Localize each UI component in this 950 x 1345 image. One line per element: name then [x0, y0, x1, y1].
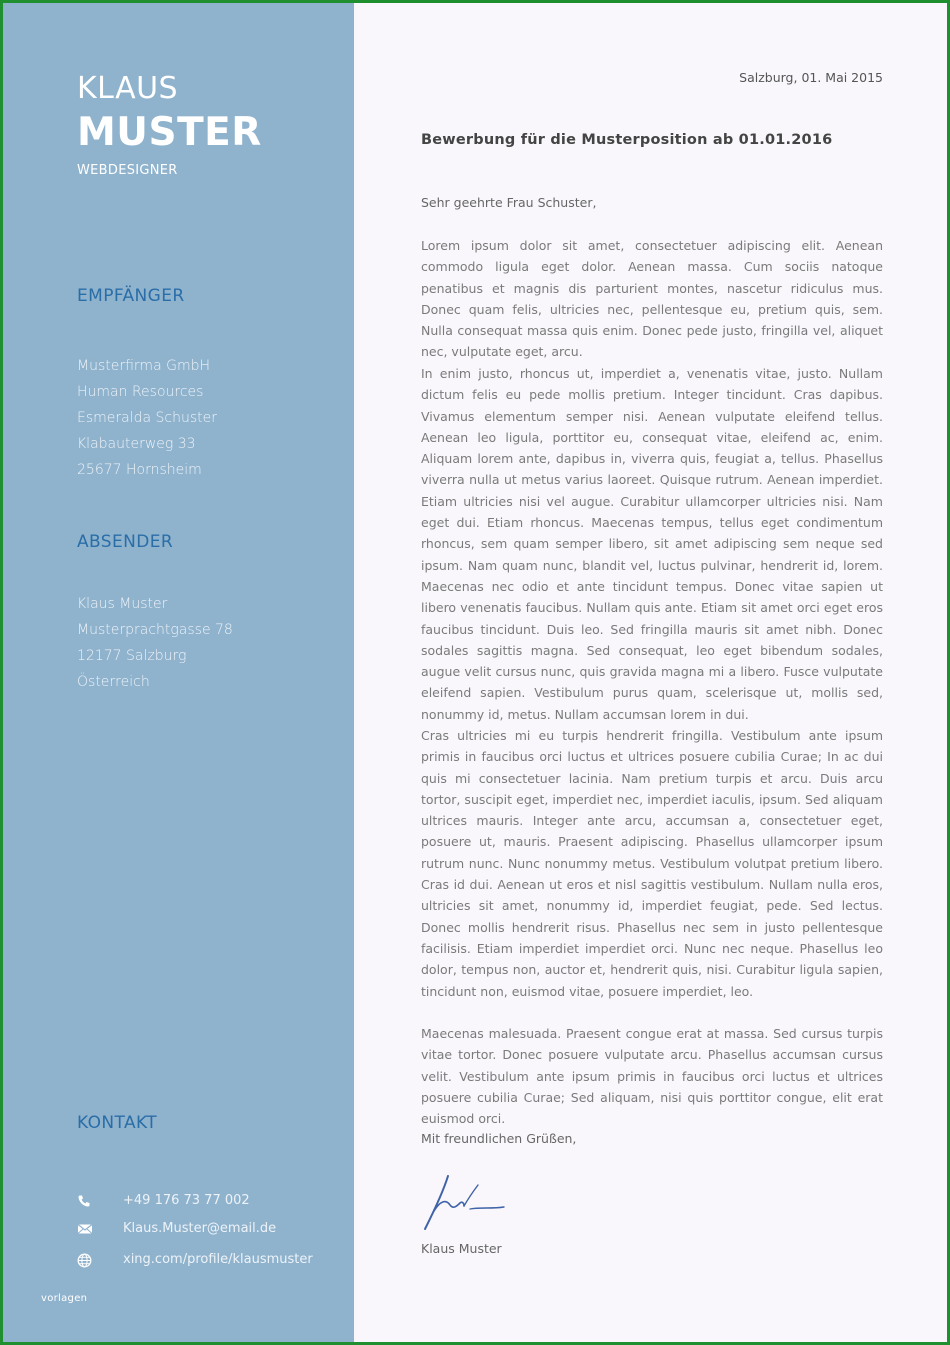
watermark-text: vorlagen	[41, 1293, 88, 1304]
letter-body	[354, 3, 947, 1342]
job-title: WEBDESIGNER	[77, 163, 178, 178]
contact-web	[77, 1251, 313, 1269]
sender-address	[77, 591, 233, 695]
recipient-line: Musterfirma GmbH	[77, 358, 210, 374]
contact-phone	[77, 1192, 250, 1210]
recipient-heading: EMPFÄNGER	[77, 286, 185, 306]
letter-paragraph: Cras ultricies mi eu turpis hendrerit fringilla. Vestibulum ante ipsum primis in faucibus orci luctus et ultrices posuere cubilia Curae; In ac dui quis mi consectetuer lacinia. Nam pretium turpis et arcu. Duis arcu tortor, suscipit eget, imperdiet nec, imperdiet iaculis, ipsum. Sed aliquam ultrices mauris. Integer ante arcu, accumsan a, consectetuer eget, posuere ut, mauris. Praesent adipiscing. Phasellus ullamcorper ipsum rutrum nunc. Nunc nonummy metus. Vestibulum volutpat pretium libero. Cras id dui. Aenean ut eros et nisl sagittis vestibulum. Nullam nulla eros, ultricies sit amet, nonummy id, imperdiet feugiat, pede. Sed lectus. Donec mollis hendrerit risus. Phasellus nec sem in justo pellentesque facilisis. Etiam imperdiet imperdiet orci. Nunc nec neque. Phasellus leo dolor, tempus non, auctor et, hendrerit quis, nisi. Curabitur ligula sapien, tincidunt non, euismod vitae, posuere imperdiet, leo.	[421, 728, 883, 999]
envelope-icon	[77, 1221, 97, 1237]
sender-line: Österreich	[77, 674, 150, 690]
recipient-address	[77, 353, 217, 483]
recipient-line: 25677 Hornsheim	[77, 462, 202, 478]
letter-subject: Bewerbung für die Musterposition ab 01.01.2016	[421, 132, 833, 148]
sidebar	[3, 3, 354, 1342]
letter-paragraph: In enim justo, rhoncus ut, imperdiet a, venenatis vitae, justo. Nullam dictum felis eu pede mollis pretium. Integer tincidunt. Cras dapibus. Vivamus elementum semper nisi. Aenean vulputate eleifend tellus. Aenean leo ligula, porttitor eu, consequat vitae, eleifend ac, enim. Aliquam lorem ante, dapibus in, viverra quis, feugiat a, tellus. Phasellus viverra nulla ut metus varius laoreet. Quisque rutrum. Aenean imperdiet. Etiam ultricies nisi vel augue. Curabitur ullamcorper ultricies nisi. Nam eget dui. Etiam rhoncus. Maecenas tempus, tellus eget condimentum rhoncus, sem quam semper libero, sit amet adipiscing sem neque sed ipsum. Nam quam nunc, blandit vel, luctus pulvinar, hendrerit id, lorem. Maecenas nec odio et ante tincidunt tempus. Donec vitae sapien ut libero venenatis faucibus. Nullam quis ante. Etiam sit amet orci eget eros faucibus tincidunt. Duis leo. Sed fringilla mauris sit amet nibh. Donec sodales sagittis magna. Sed consequat, leo eget bibendum sodales, augue velit cursus nunc, quis gravida magna mi a libero. Fusce vulputate eleifend sapien. Vestibulum purus quam, scelerisque ut, mollis sed, nonummy id, metus. Nullam accumsan lorem in dui.	[421, 366, 883, 722]
letter-closing: Mit freundlichen Grüßen,	[421, 1131, 577, 1146]
sender-line: 12177 Salzburg	[77, 648, 187, 664]
letter-paragraph: Lorem ipsum dolor sit amet, consectetuer adipiscing elit. Aenean commodo ligula eget dolor. Aenean massa. Cum sociis natoque penatibus et magnis dis parturient montes, nascetur ridiculus mus. Donec quam felis, ultricies nec, pellentesque eu, pretium quis, sem. Nulla consequat massa quis enim. Donec pede justo, fringilla vel, aliquet nec, vulputate eget, arcu.	[421, 238, 883, 360]
handwritten-signature	[420, 1171, 510, 1237]
sender-line: Klaus Muster	[77, 596, 168, 612]
recipient-line: Esmeralda Schuster	[77, 410, 218, 426]
recipient-line: Klabauterweg 33	[77, 436, 196, 452]
phone-icon	[77, 1193, 97, 1209]
last-name: MUSTER	[77, 110, 262, 155]
signer-name: Klaus Muster	[421, 1241, 502, 1256]
web-profile-link[interactable]: xing.com/profile/klausmuster	[123, 1252, 313, 1267]
contact-email	[77, 1220, 277, 1238]
letter-date: Salzburg, 01. Mai 2015	[739, 70, 883, 85]
sender-line: Musterprachtgasse 78	[77, 622, 233, 638]
recipient-line: Human Resources	[77, 384, 204, 400]
contact-heading: KONTAKT	[77, 1113, 158, 1133]
letter-paragraph: Maecenas malesuada. Praesent congue erat at massa. Sed cursus turpis vitae tortor. Donec posuere vulputate arcu. Phasellus accumsan cursus velit. Vestibulum ante ipsum primis in faucibus orci luctus et ultrices posuere cubilia Curae; Sed aliquam, nisi quis porttitor congue, elit erat euismod orci.	[421, 1026, 883, 1127]
first-name: KLAUS	[77, 71, 179, 106]
phone-number[interactable]: +49 176 73 77 002	[123, 1193, 250, 1208]
email-address[interactable]: Klaus.Muster@email.de	[123, 1221, 277, 1236]
letter-salutation: Sehr geehrte Frau Schuster,	[421, 195, 597, 210]
sender-heading: ABSENDER	[77, 532, 174, 552]
globe-icon	[77, 1252, 97, 1268]
